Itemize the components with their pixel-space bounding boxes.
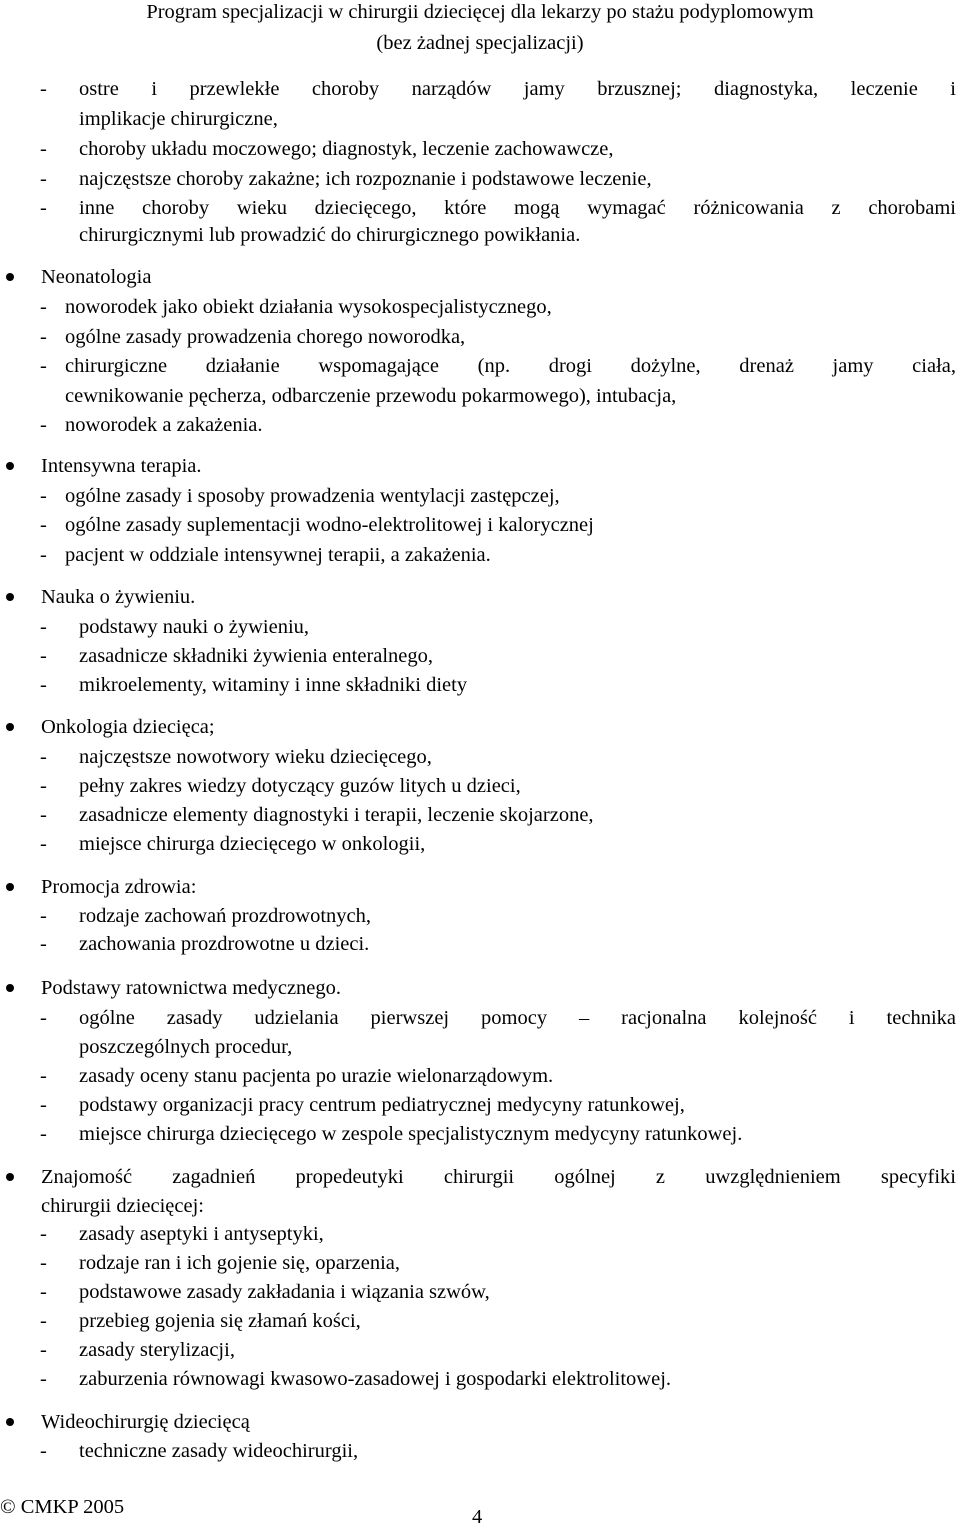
list-item: techniczne zasady wideochirurgii,	[79, 1440, 359, 1462]
dash: -	[40, 833, 47, 855]
dash: -	[40, 1094, 47, 1116]
dash: -	[40, 933, 47, 955]
list-item: inne choroby wieku dziecięcego, które mogą wymagać różnicowania z chorobami	[79, 197, 956, 219]
list-item: ostre i przewlekłe choroby narządów jamy brzusznej; diagnostyka, leczenie i	[79, 78, 956, 100]
dash: -	[40, 78, 47, 100]
list-item: implikacje chirurgiczne,	[79, 108, 278, 130]
dash: -	[40, 296, 47, 318]
list-item: miejsce chirurga dziecięcego w zespole specjalistycznym medycyny ratunkowej.	[79, 1123, 743, 1145]
section-title: Nauka o żywieniu.	[41, 586, 196, 608]
bullet-icon	[6, 1173, 14, 1181]
list-item: pacjent w oddziale intensywnej terapii, a zakażenia.	[65, 544, 491, 566]
list-item: ogólne zasady prowadzenia chorego noworodka,	[65, 326, 466, 348]
dash: -	[40, 326, 47, 348]
list-item: miejsce chirurga dziecięcego w onkologii,	[79, 833, 426, 855]
dash: -	[40, 544, 47, 566]
dash: -	[40, 674, 47, 696]
list-item: rodzaje zachowań prozdrowotnych,	[79, 905, 371, 927]
list-item: podstawy organizacji pracy centrum pediatrycznej medycyny ratunkowej,	[79, 1094, 685, 1116]
page-header	[0, 0, 960, 62]
dash: -	[40, 414, 47, 436]
list-item: noworodek a zakażenia.	[65, 414, 263, 436]
dash: -	[40, 1252, 47, 1274]
dash: -	[40, 1007, 47, 1029]
list-item: przebieg gojenia się złamań kości,	[79, 1310, 361, 1332]
list-item: chirurgiczne działanie wspomagające (np. drogi dożylne, drenaż jamy ciała,	[65, 355, 956, 377]
list-item: zachowania prozdrowotne u dzieci.	[79, 933, 370, 955]
bullet-icon	[6, 462, 14, 470]
dash: -	[40, 645, 47, 667]
list-item: noworodek jako obiekt działania wysokospecjalistycznego,	[65, 296, 552, 318]
dash: -	[40, 1123, 47, 1145]
dash: -	[40, 1223, 47, 1245]
dash: -	[40, 485, 47, 507]
section-title-continued: chirurgii dziecięcej:	[41, 1195, 204, 1217]
list-item: zasadnicze elementy diagnostyki i terapii, leczenie skojarzone,	[79, 804, 594, 826]
dash: -	[40, 746, 47, 768]
dash: -	[40, 1281, 47, 1303]
header-subtitle: (bez żadnej specjalizacji)	[376, 32, 584, 54]
dash: -	[40, 804, 47, 826]
section-title: Neonatologia	[41, 266, 152, 288]
list-item: podstawowe zasady zakładania i wiązania szwów,	[79, 1281, 490, 1303]
dash: -	[40, 1339, 47, 1361]
section-title: Wideochirurgię dziecięcą	[41, 1411, 250, 1433]
dash: -	[40, 905, 47, 927]
list-item: rodzaje ran i ich gojenie się, oparzenia,	[79, 1252, 401, 1274]
list-item: zasady oceny stanu pacjenta po urazie wielonarządowym.	[79, 1065, 554, 1087]
dash: -	[40, 355, 47, 377]
section-title: Promocja zdrowia:	[41, 876, 197, 898]
list-item: najczęstsze choroby zakażne; ich rozpoznanie i podstawowe leczenie,	[79, 168, 652, 190]
dash: -	[40, 197, 47, 219]
list-item: ogólne zasady i sposoby prowadzenia wentylacji zastępczej,	[65, 485, 560, 507]
section-title: Intensywna terapia.	[41, 455, 202, 477]
section-title: Podstawy ratownictwa medycznego.	[41, 977, 342, 999]
bullet-icon	[6, 723, 14, 731]
section-title: Onkologia dziecięca;	[41, 716, 215, 738]
dash: -	[40, 616, 47, 638]
list-item: zasadnicze składniki żywienia enteralnego,	[79, 645, 434, 667]
page-number: 4	[472, 1506, 483, 1528]
bullet-icon	[6, 273, 14, 281]
bullet-icon	[6, 1418, 14, 1426]
list-item: choroby układu moczowego; diagnostyk, leczenie zachowawcze,	[79, 138, 614, 160]
dash: -	[40, 514, 47, 536]
list-item: poszczególnych procedur,	[79, 1036, 293, 1058]
list-item: zasady sterylizacji,	[79, 1339, 235, 1361]
dash: -	[40, 1310, 47, 1332]
dash: -	[40, 138, 47, 160]
list-item: ogólne zasady udzielania pierwszej pomocy – racjonalna kolejność i technika	[79, 1007, 956, 1029]
dash: -	[40, 1368, 47, 1390]
copyright: © CMKP 2005	[0, 1496, 125, 1518]
list-item: zasady aseptyki i antyseptyki,	[79, 1223, 324, 1245]
list-item: pełny zakres wiedzy dotyczący guzów litych u dzieci,	[79, 775, 521, 797]
bullet-icon	[6, 984, 14, 992]
dash: -	[40, 168, 47, 190]
section-title: Znajomość zagadnień propedeutyki chirurgii ogólnej z uwzględnieniem specyfiki	[41, 1166, 956, 1188]
list-item: najczęstsze nowotwory wieku dziecięcego,	[79, 746, 432, 768]
list-item: podstawy nauki o żywieniu,	[79, 616, 310, 638]
bullet-icon	[6, 593, 14, 601]
dash: -	[40, 1065, 47, 1087]
header-title: Program specjalizacji w chirurgii dziecięcej dla lekarzy po stażu podyplomowym	[146, 1, 814, 23]
list-item: chirurgicznymi lub prowadzić do chirurgicznego powikłania.	[79, 224, 581, 246]
list-item: cewnikowanie pęcherza, odbarczenie przewodu pokarmowego), intubacja,	[65, 385, 677, 407]
dash: -	[40, 775, 47, 797]
list-item: zaburzenia równowagi kwasowo-zasadowej i gospodarki elektrolitowej.	[79, 1368, 672, 1390]
bullet-icon	[6, 883, 14, 891]
list-item: ogólne zasady suplementacji wodno-elektrolitowej i kalorycznej	[65, 514, 594, 536]
dash: -	[40, 1440, 47, 1462]
list-item: mikroelementy, witaminy i inne składniki diety	[79, 674, 468, 696]
